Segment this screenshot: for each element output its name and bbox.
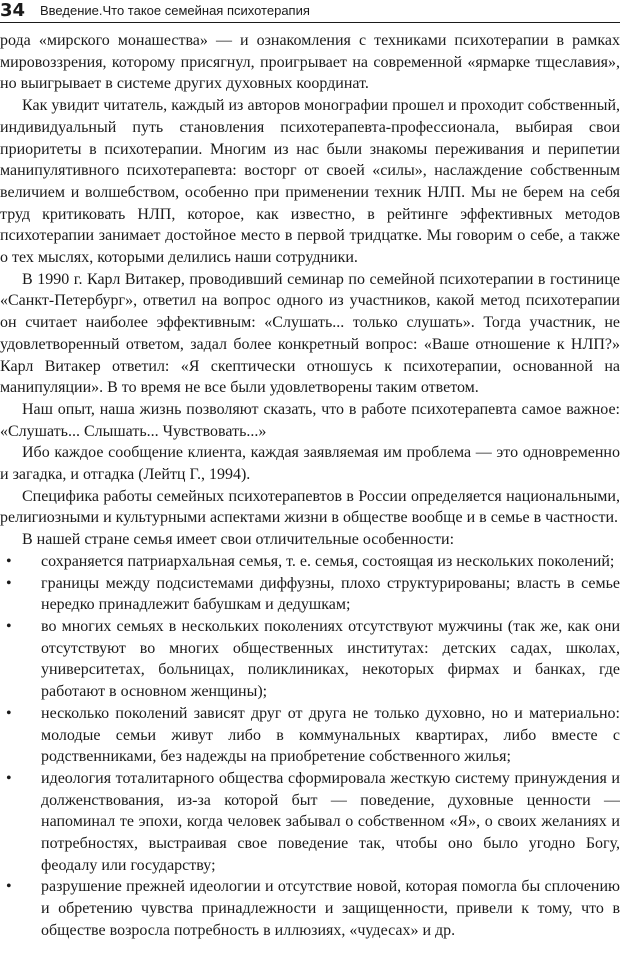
list-item [0, 616, 620, 703]
list-item [0, 876, 620, 941]
bullet-icon: • [6, 574, 12, 592]
list-item-text: во многих семьях в нескольких поколениях отсутствуют мужчины (так же, как они отсутствуют во многих общественных институтах: детских садах, школах, университетах, больницах, поликлиниках, некоторых фирмах и банках, где работают в основном женщины); [41, 617, 620, 701]
paragraph: рода «мирского монашества» — и ознакомления с техниками психотерапии в рамках мировоззрения, которому присягнул, проигрывает на современной «ярмарке тщеславия», но выигрывает в системе других духовных координат. [0, 32, 620, 93]
page-number: 34 [0, 0, 26, 21]
body-text [0, 30, 620, 942]
bullet-icon: • [6, 769, 12, 787]
paragraph: Как увидит читатель, каждый из авторов монографии прошел и проходит собственный, индивидуальный путь становления психотерапевта-профессионала, выбирая свои приоритеты в психотерапии. Многим из нас были знакомы переживания и перипетии манипулятивного психотерапевта: восторг от своей «силы», наслаждение собственным величием и волшебством, особенно при применении техник НЛП. Мы не берем на себя труд критиковать НЛП, которое, как известно, в рейтинге эффективных методов психотерапии занимает достойное место в первой тридцатке. Мы говорим о себе, а также о тех мыслях, которыми делились наши сотрудники. [0, 97, 620, 267]
feature-list [0, 551, 620, 942]
bullet-icon: • [6, 878, 12, 896]
list-item-text: сохраняется патриархальная семья, т. е. семья, состоящая из нескольких поколений; [41, 552, 615, 570]
list-item-text: границы между подсистемами диффузны, плохо структурированы; власть в семье нередко принадлежит бабушкам и дедушкам; [41, 574, 620, 614]
paragraph: Наш опыт, наша жизнь позволяют сказать, что в работе психотерапевта самое важное: «Слушать... Слышать... Чувствовать...» [0, 400, 620, 440]
bullet-icon: • [6, 617, 12, 635]
list-item-text: несколько поколений зависят друг от друга не только духовно, но и материально: молодые семьи живут либо в коммунальных квартирах, либо вместе с родственниками, без надежды на приобретение собственного жилья; [41, 704, 620, 766]
paragraph: В нашей стране семья имеет свои отличительные особенности: [22, 531, 455, 549]
list-item [0, 573, 620, 616]
list-item-text: разрушение прежней идеологии и отсутствие новой, которая помогла бы сплочению и обретению чувства принадлежности и защищенности, привели к тому, что в обществе возросла потребность в иллюзиях, «чудесах» и др. [41, 878, 620, 939]
running-header [0, 0, 620, 24]
paragraph: В 1990 г. Карл Витакер, проводивший семинар по семейной психотерапии в гостинице «Санкт-Петербург», ответил на вопрос одного из участников, какой метод психотерапии он считает наиболее эффективным: «Слушать... только слушать». Тогда участник, не удовлетворенный ответом, задал более конкретный вопрос: «Ваше отношение к НЛП?» Карл Витакер ответил: «Я скептически отношусь к психотерапии, основанной на манипуляции». В то время не все были удовлетворены таким ответом. [0, 270, 620, 397]
paragraph: Ибо каждое сообщение клиента, каждая заявляемая им проблема — это одновременно и загадка, и отгадка (Лейтц Г., 1994). [0, 444, 620, 484]
running-title: Введение.Что такое семейная психотерапия [40, 3, 310, 18]
paragraph: Специфика работы семейных психотерапевтов в России определяется национальными, религиозными и культурными аспектами жизни в обществе вообще и в семье в частности. [0, 487, 620, 527]
bullet-icon: • [6, 704, 12, 722]
list-item [0, 768, 620, 877]
header-rule [0, 22, 620, 23]
bullet-icon: • [6, 552, 12, 570]
list-item [0, 551, 620, 573]
list-item [0, 703, 620, 768]
list-item-text: идеология тоталитарного общества сформировала жесткую систему принуждения и долженствования, из-за которой быт — поведение, духовные ценности — напоминал те эпохи, когда человек забывал о собственном «Я», о своих желаниях и потребностях, выстраивая свое поведение так, чтобы оно было угодно Богу, феодалу или государству; [41, 769, 620, 874]
